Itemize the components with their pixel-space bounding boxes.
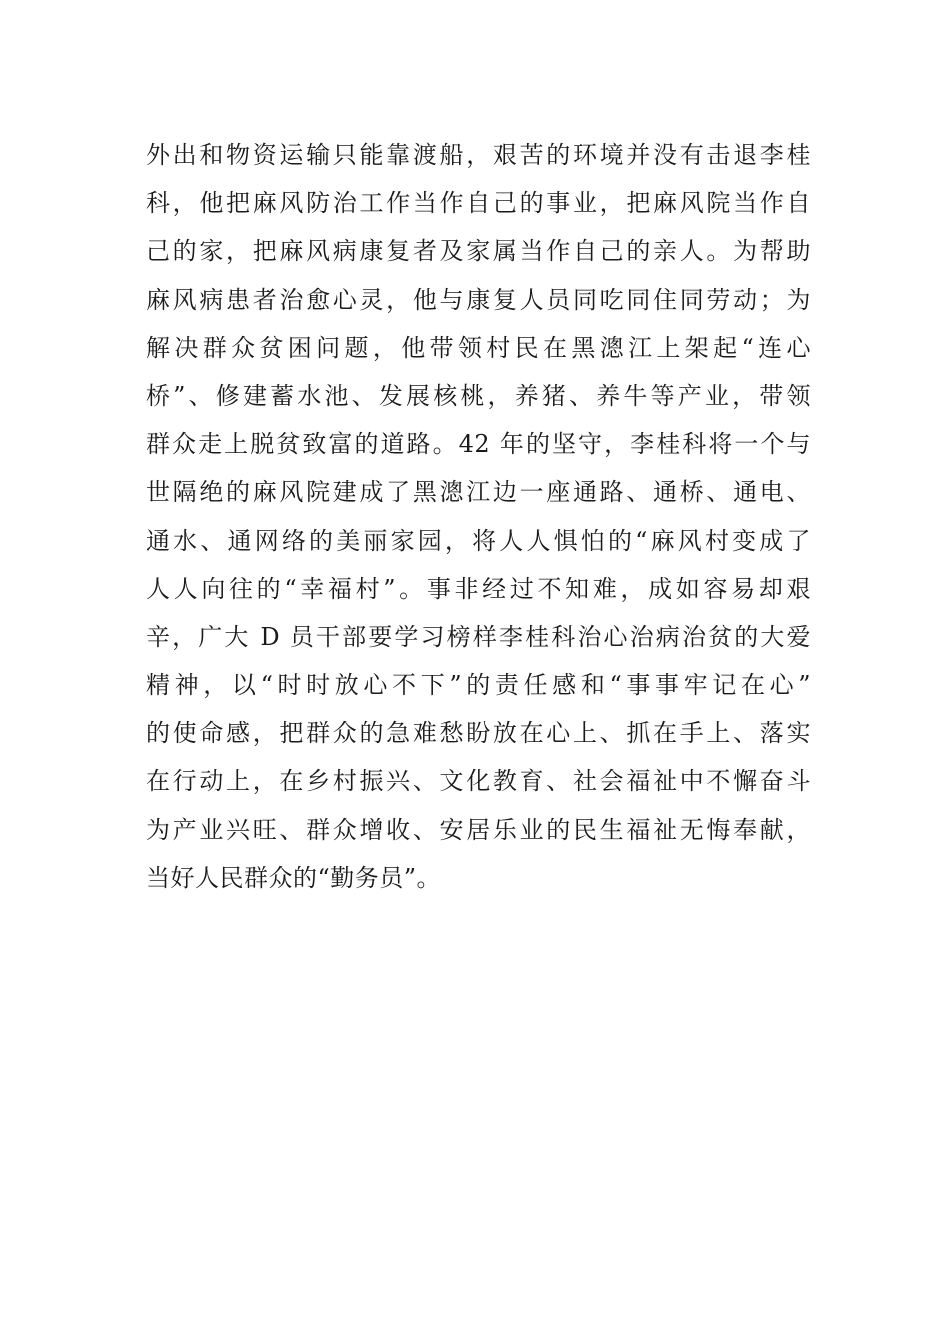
text-line-12: 精神，以“时时放心不下”的责任感和“事事牢记在心” xyxy=(146,671,811,700)
text-line-13: 的使命感，把群众的急难愁盼放在心上、抓在手上、落实 xyxy=(146,719,811,748)
text-line-6: 桥”、修建蓄水池、发展核桃，养猪、养牛等产业，带领 xyxy=(146,381,811,410)
text-line-9: 通水、通网络的美丽家园，将人人惧怕的“麻风村变成了 xyxy=(146,526,811,555)
text-line-7: 群众走上脱贫致富的道路。42 年的坚守，李桂科将一个与 xyxy=(146,430,811,459)
text-line-4: 麻风病患者治愈心灵，他与康复人员同吃同住同劳动；为 xyxy=(146,285,811,314)
text-line-1: 外出和物资运输只能靠渡船，艰苦的环境并没有击退李桂 xyxy=(146,141,811,169)
text-line-5: 解决群众贫困问题，他带领村民在黑漗江上架起“连心 xyxy=(146,333,811,362)
text-line-16: 当好人民群众的“勤务员”。 xyxy=(146,863,442,892)
body-paragraph xyxy=(146,131,811,902)
text-line-15: 为产业兴旺、群众增收、安居乐业的民生福祉无悔奉献， xyxy=(146,815,811,844)
text-line-3: 己的家，把麻风病康复者及家属当作自己的亲人。为帮助 xyxy=(146,237,811,266)
text-line-2: 科，他把麻风防治工作当作自己的事业，把麻风院当作自 xyxy=(146,189,811,218)
text-line-10: 人人向往的“幸福村”。事非经过不知难，成如容易却艰 xyxy=(146,574,811,603)
text-line-11: 辛，广大 D 员干部要学习榜样李桂科治心治病治贫的大爱 xyxy=(146,622,811,651)
text-line-8: 世隔绝的麻风院建成了黑漗江边一座通路、通桥、通电、 xyxy=(146,478,811,507)
text-line-14: 在行动上，在乡村振兴、文化教育、社会福祉中不懈奋斗 xyxy=(146,767,811,796)
